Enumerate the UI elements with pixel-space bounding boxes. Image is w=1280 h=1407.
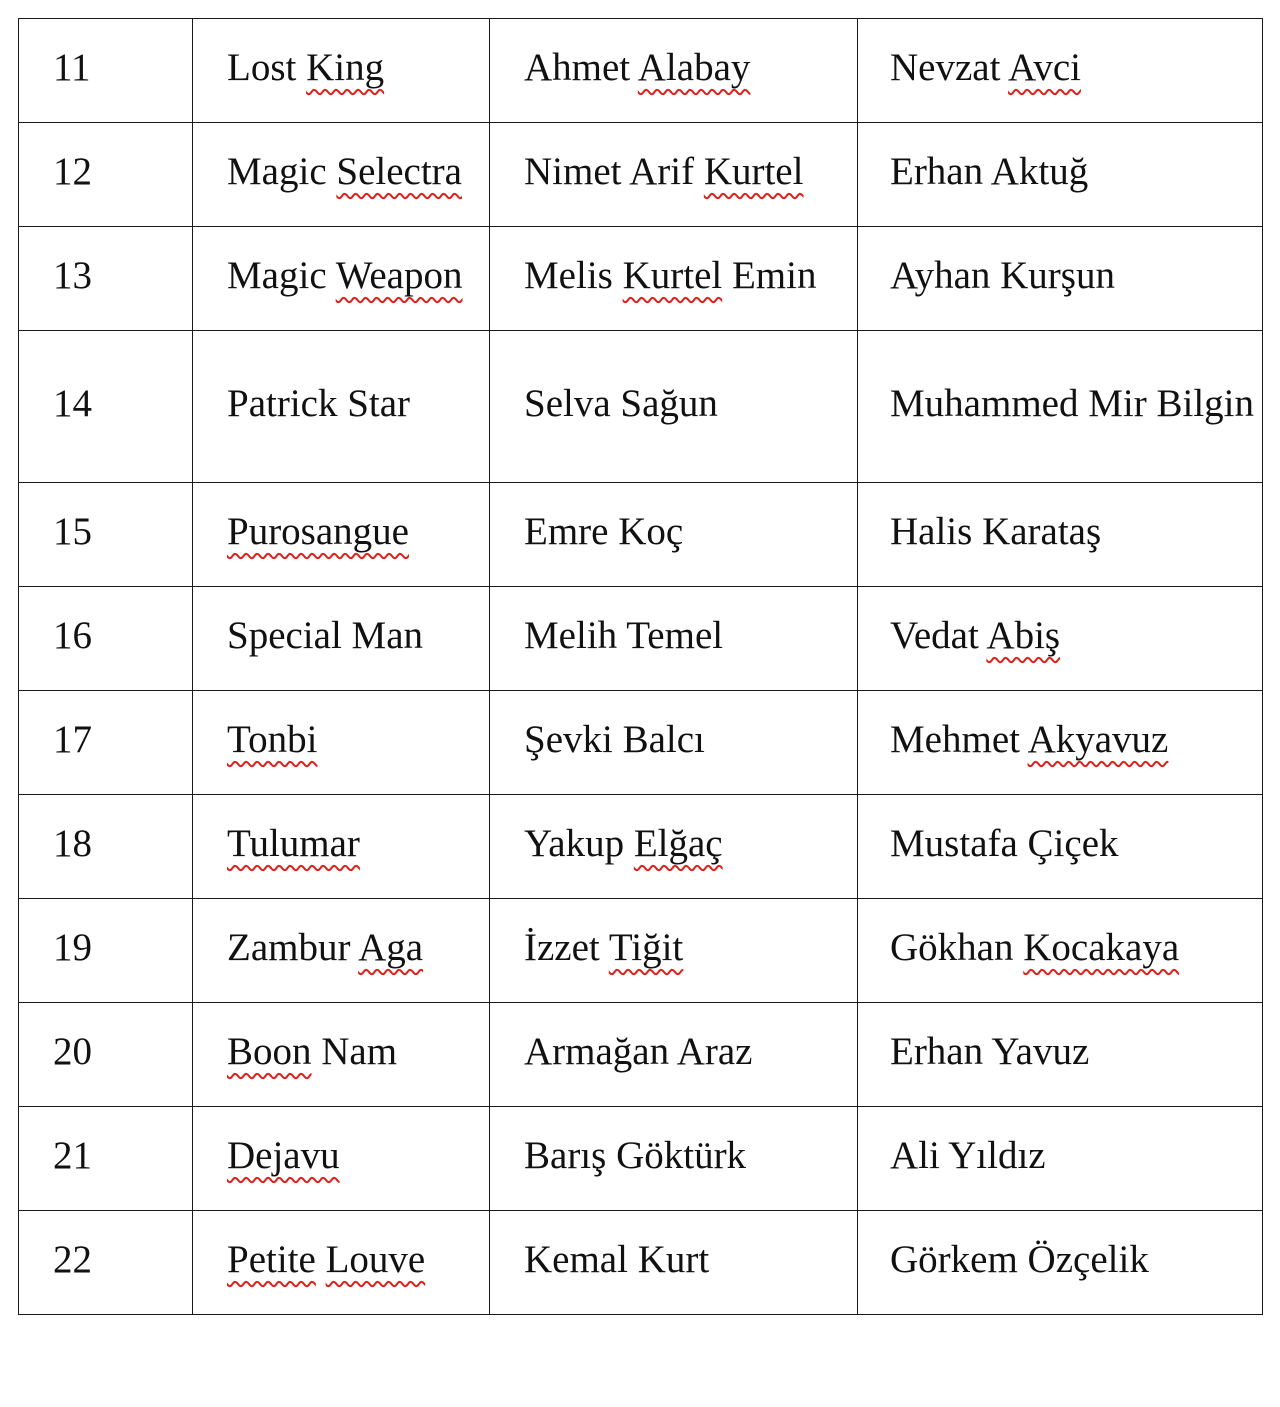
horse-name-cell [193, 795, 490, 899]
trainer-name-cell [858, 587, 1263, 691]
trainer-name-cell [858, 1107, 1263, 1211]
trainer-name [890, 1027, 1262, 1077]
owner-name-part: Emin [722, 253, 817, 297]
owner-name [524, 1131, 857, 1181]
owner-name-cell [490, 227, 858, 331]
horse-name-part: Zambur [227, 925, 351, 969]
trainer-name [890, 611, 1262, 661]
entry-number: 11 [19, 19, 193, 123]
table-row [19, 691, 1263, 795]
owner-name-part: Elğaç [633, 821, 723, 865]
entry-number: 13 [19, 227, 193, 331]
trainer-name-cell [858, 899, 1263, 1003]
entry-number: 18 [19, 795, 193, 899]
horse-name-part: King [306, 45, 385, 89]
trainer-name-part: Halis Karataş [890, 509, 1102, 553]
owner-name-part: Alabay [637, 45, 751, 89]
trainer-name-part: Avci [1008, 45, 1081, 89]
horse-name-part [296, 46, 306, 89]
owner-name-part: Emre Koç [524, 509, 684, 553]
trainer-name-part: Abiş [986, 613, 1061, 657]
owner-name [524, 251, 857, 301]
trainer-name-part: Görkem Özçelik [890, 1237, 1149, 1281]
owner-name-part: Nimet Arif [524, 149, 695, 193]
horse-name-part [327, 254, 336, 297]
horse-name-part [316, 1238, 326, 1281]
horse-name [227, 1027, 489, 1077]
trainer-name-part: Akyavuz [1027, 717, 1169, 761]
table-row [19, 483, 1263, 587]
entry-number: 16 [19, 587, 193, 691]
horse-name-part: Boon [227, 1029, 312, 1073]
owner-name [524, 923, 857, 973]
trainer-name-cell [858, 483, 1263, 587]
owner-name-part: Şevki Balcı [524, 717, 705, 761]
horse-name-cell [193, 331, 490, 483]
horse-name [227, 715, 489, 765]
owner-name-part: Armağan Araz [524, 1029, 753, 1073]
table-row [19, 331, 1263, 483]
trainer-name-part [1020, 718, 1028, 761]
horse-name [227, 819, 489, 869]
entry-number: 19 [19, 899, 193, 1003]
owner-name-part [613, 254, 623, 297]
trainer-name-part: Mehmet [890, 717, 1020, 761]
owner-name-cell [490, 483, 858, 587]
horse-name-part: Patrick Star [227, 381, 411, 425]
horse-name-part [350, 926, 358, 969]
horse-name-part: Purosangue [227, 509, 409, 553]
horse-name-part: Dejavu [227, 1133, 340, 1177]
owner-name-part: Kemal Kurt [524, 1237, 710, 1281]
trainer-name-cell [858, 227, 1263, 331]
horse-name-cell [193, 1211, 490, 1315]
trainer-name-cell [858, 123, 1263, 227]
horse-name [227, 507, 489, 557]
horse-name-cell [193, 899, 490, 1003]
horse-name-cell [193, 1003, 490, 1107]
table-row [19, 227, 1263, 331]
table-row [19, 19, 1263, 123]
entry-number: 21 [19, 1107, 193, 1211]
owner-name-part: Ahmet [524, 45, 631, 89]
horse-name-part: Nam [311, 1029, 398, 1073]
trainer-name-cell [858, 331, 1263, 483]
trainer-name [890, 1235, 1262, 1285]
horse-name [227, 1235, 489, 1285]
horse-name [227, 611, 489, 661]
owner-name-part [624, 822, 634, 865]
table-row [19, 899, 1263, 1003]
horse-name [227, 251, 489, 301]
owner-name-cell [490, 19, 858, 123]
trainer-name-cell [858, 795, 1263, 899]
horse-name-cell [193, 227, 490, 331]
owner-name-part: Melis [524, 253, 613, 297]
horse-name-part [327, 150, 337, 193]
horse-name-part: Lost [227, 45, 297, 89]
owner-name-part: İzzet [524, 925, 600, 969]
horse-name-part: Selectra [336, 149, 462, 193]
owner-name-cell [490, 795, 858, 899]
trainer-name-part: Ayhan Kurşun [890, 253, 1115, 297]
owner-name-cell [490, 1107, 858, 1211]
horse-name-cell [193, 19, 490, 123]
owner-name-cell [490, 691, 858, 795]
trainer-name [890, 251, 1262, 301]
owner-name [524, 43, 857, 93]
trainer-name-cell [858, 1003, 1263, 1107]
trainer-name [890, 1131, 1262, 1181]
trainer-name [890, 923, 1262, 973]
trainer-name-part: Muhammed Mir Bilgin [890, 381, 1254, 425]
horse-name-part: Tulumar [227, 821, 360, 865]
owner-name-part: Kurtel [703, 149, 804, 193]
owner-name-part: Kurtel [622, 253, 723, 297]
table-row [19, 1211, 1263, 1315]
owner-name-part: Barış Göktürk [524, 1133, 747, 1177]
owner-name [524, 379, 857, 429]
horse-name-part: Special Man [227, 613, 424, 657]
entry-number: 20 [19, 1003, 193, 1107]
trainer-name-part: Erhan Yavuz [890, 1029, 1090, 1073]
entry-number: 22 [19, 1211, 193, 1315]
owner-name [524, 507, 857, 557]
trainer-name-cell [858, 691, 1263, 795]
horse-name [227, 147, 489, 197]
owner-name-part [694, 150, 704, 193]
trainer-name [890, 819, 1262, 869]
owner-name [524, 147, 857, 197]
trainer-name-part: Erhan Aktuğ [890, 149, 1089, 193]
trainer-name-part: Ali Yıldız [890, 1133, 1046, 1177]
owner-name [524, 611, 857, 661]
horse-name [227, 1131, 489, 1181]
owner-name [524, 1235, 857, 1285]
table-body [19, 19, 1263, 1315]
trainer-name [890, 43, 1262, 93]
horse-name-part: Petite [227, 1237, 316, 1281]
owner-name-part [630, 46, 638, 89]
trainer-name-part: Gökhan [890, 925, 1014, 969]
owner-name-part: Melih Temel [524, 613, 724, 657]
trainer-name [890, 147, 1262, 197]
trainer-name-cell [858, 19, 1263, 123]
owner-name-cell [490, 899, 858, 1003]
trainer-name [890, 507, 1262, 557]
trainer-name-part [1013, 926, 1023, 969]
horse-name-part: Weapon [335, 253, 463, 297]
horse-name-part: Aga [358, 925, 424, 969]
horse-name [227, 379, 489, 429]
horse-name [227, 923, 489, 973]
entry-number: 15 [19, 483, 193, 587]
horse-name-part: Magic [227, 253, 327, 297]
owner-name [524, 1027, 857, 1077]
horse-name-cell [193, 123, 490, 227]
owner-name-part: Yakup [524, 821, 625, 865]
horse-name-cell [193, 587, 490, 691]
table-row [19, 123, 1263, 227]
trainer-name-part: Kocakaya [1023, 925, 1180, 969]
table-row [19, 1107, 1263, 1211]
entry-number: 14 [19, 331, 193, 483]
horse-name [227, 43, 489, 93]
owner-name-cell [490, 1211, 858, 1315]
horse-name-part: Louve [325, 1237, 426, 1281]
owner-name-cell [490, 123, 858, 227]
table-row [19, 587, 1263, 691]
horse-name-cell [193, 1107, 490, 1211]
trainer-name-part: Nevzat [890, 45, 1001, 89]
table-row [19, 795, 1263, 899]
owner-name-part: Selva Sağun [524, 381, 718, 425]
owner-name-cell [490, 587, 858, 691]
entry-number: 12 [19, 123, 193, 227]
trainer-name-part [1000, 46, 1008, 89]
entry-number: 17 [19, 691, 193, 795]
trainer-name-part: Mustafa Çiçek [890, 821, 1119, 865]
trainer-name [890, 379, 1262, 429]
horse-name-cell [193, 483, 490, 587]
owner-name-cell [490, 331, 858, 483]
horse-name-part: Tonbi [227, 717, 318, 761]
owner-name [524, 715, 857, 765]
entries-table [18, 18, 1263, 1315]
owner-name-cell [490, 1003, 858, 1107]
trainer-name-cell [858, 1211, 1263, 1315]
horse-name-part: Magic [227, 149, 327, 193]
trainer-name-part: Vedat [890, 613, 979, 657]
owner-name-part [600, 926, 609, 969]
trainer-name [890, 715, 1262, 765]
owner-name-part: Tiğit [608, 925, 684, 969]
table-row [19, 1003, 1263, 1107]
owner-name [524, 819, 857, 869]
horse-name-cell [193, 691, 490, 795]
